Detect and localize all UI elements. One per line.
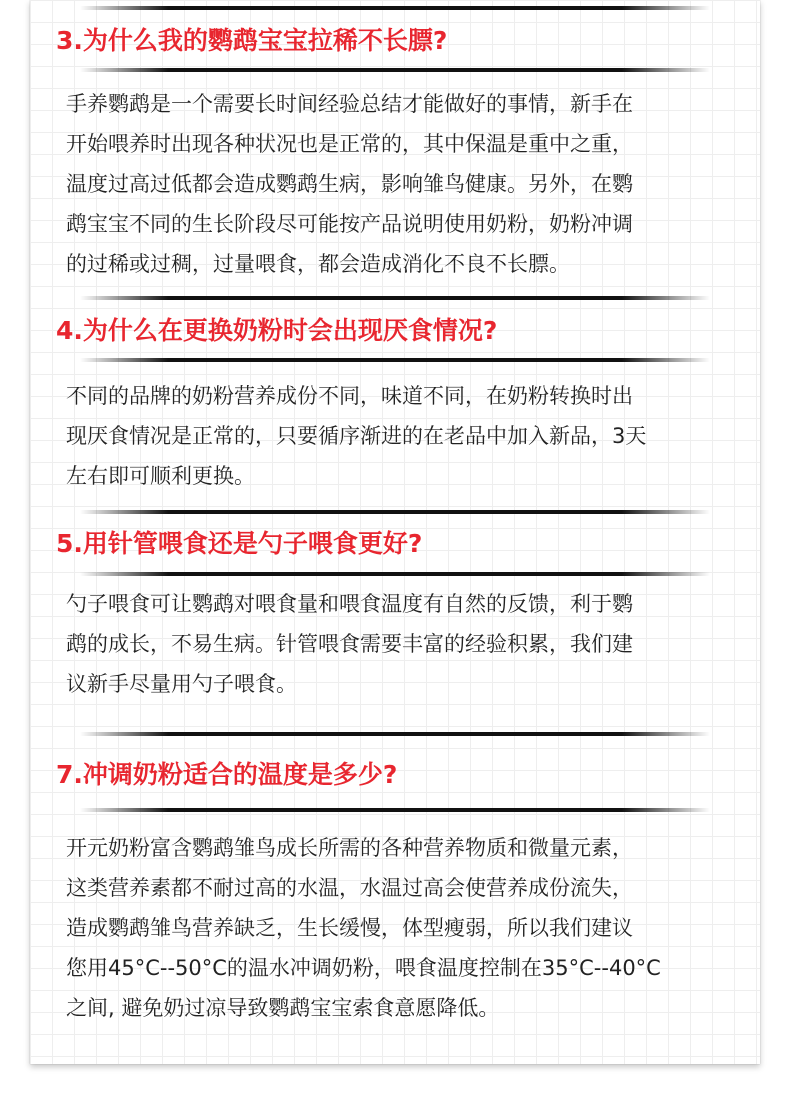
faq-answer-7 [66,828,661,1028]
section-divider [80,68,710,72]
section-divider [80,358,710,362]
section-divider [80,808,710,812]
section-divider [80,6,710,10]
answer-line: 勺子喂食可让鹦鹉对喂食量和喂食温度有自然的反馈，利于鹦 [66,592,633,616]
answer-line: 这类营养素都不耐过高的水温，水温过高会使营养成份流失， [66,876,633,900]
section-divider [80,732,710,736]
faq-heading-3: 3.为什么我的鹦鹉宝宝拉稀不长膘? [56,26,448,55]
section-divider [80,510,710,514]
faq-heading-5: 5.用针管喂食还是勺子喂食更好? [56,529,423,558]
answer-line: 左右即可顺利更换。 [66,464,255,488]
answer-line: 鹉宝宝不同的生长阶段尽可能按产品说明使用奶粉，奶粉冲调 [66,212,633,236]
answer-line: 的过稀或过稠，过量喂食，都会造成消化不良不长膘。 [66,252,570,276]
answer-line: 之间, 避免奶过凉导致鹦鹉宝宝索食意愿降低。 [66,996,500,1020]
section-divider [80,572,710,576]
answer-line: 开元奶粉富含鹦鹉雏鸟成长所需的各种营养物质和微量元素， [66,836,633,860]
faq-answer-3 [66,84,633,284]
faq-heading-4: 4.为什么在更换奶粉时会出现厌食情况? [56,316,498,345]
answer-line: 鹉的成长，不易生病。针管喂食需要丰富的经验积累，我们建 [66,632,633,656]
faq-answer-4 [66,376,646,496]
answer-line: 不同的品牌的奶粉营养成份不同，味道不同，在奶粉转换时出 [66,384,633,408]
answer-line: 现厌食情况是正常的，只要循序渐进的在老品中加入新品，3天 [66,424,647,448]
answer-line: 议新手尽量用勺子喂食。 [66,672,297,696]
faq-answer-5 [66,584,633,704]
answer-line: 开始喂养时出现各种状况也是正常的，其中保温是重中之重， [66,132,633,156]
answer-line: 温度过高过低都会造成鹦鹉生病，影响雏鸟健康。另外，在鹦 [66,172,633,196]
answer-line: 手养鹦鹉是一个需要长时间经验总结才能做好的事情，新手在 [66,92,633,116]
section-divider [80,296,710,300]
answer-line: 您用45°C--50°C的温水冲调奶粉，喂食温度控制在35°C--40°C [66,956,661,980]
faq-heading-7: 7.冲调奶粉适合的温度是多少? [56,760,398,789]
answer-line: 造成鹦鹉雏鸟营养缺乏，生长缓慢，体型瘦弱，所以我们建议 [66,916,633,940]
